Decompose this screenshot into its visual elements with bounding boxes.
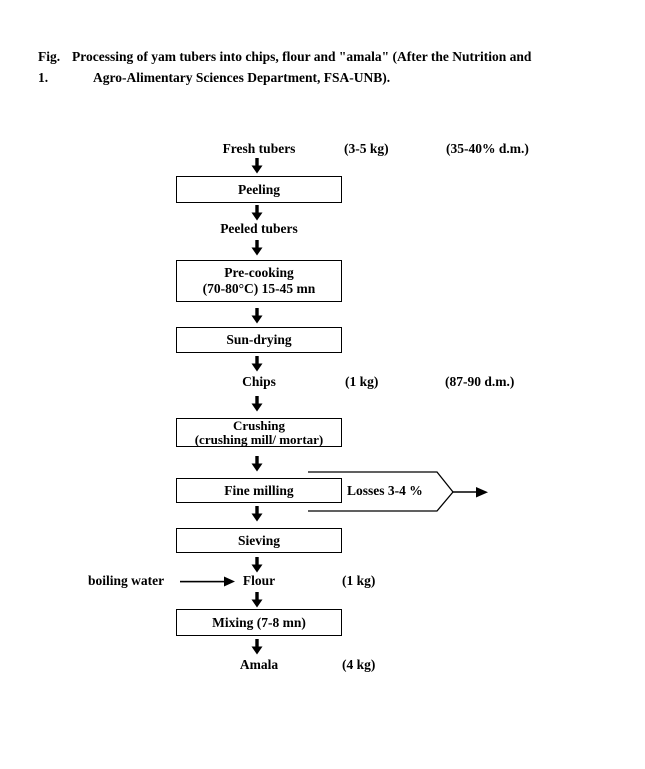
annotation-chips-dry-matter: (87-90 d.m.) (445, 374, 515, 389)
node-peeled-tubers: Peeled tubers (220, 221, 298, 236)
down-arrow-icon (250, 205, 264, 221)
down-arrow-icon (250, 592, 264, 608)
process-box-fine-milling: Fine milling (176, 478, 342, 503)
down-arrow-icon (250, 639, 264, 655)
process-box-peeling: Peeling (176, 176, 342, 203)
down-arrow-icon (250, 158, 264, 174)
process-box-pre-cooking: Pre-cooking (70-80°C) 15-45 mn (176, 260, 342, 302)
caption-label: Fig. 1. (38, 49, 61, 85)
process-box-sieving: Sieving (176, 528, 342, 553)
down-arrow-icon (250, 240, 264, 256)
process-box-crushing: Crushing (crushing mill/ mortar) (176, 418, 342, 447)
caption-text: Processing of yam tubers into chips, flour and "amala" (After the Nutrition and Agro-Alimentary Sciences Department, FSA-UNB). (72, 49, 532, 85)
losses-label: Losses 3-4 % (347, 483, 423, 498)
down-arrow-icon (250, 456, 264, 472)
down-arrow-icon (250, 356, 264, 372)
process-box-mixing: Mixing (7-8 mn) (176, 609, 342, 636)
annotation-fresh-weight: (3-5 kg) (344, 141, 389, 156)
annotation-fresh-dry-matter: (35-40% d.m.) (446, 141, 529, 156)
process-box-sun-drying: Sun-drying (176, 327, 342, 353)
node-amala: Amala (239, 657, 279, 672)
annotation-chips-weight: (1 kg) (345, 374, 379, 389)
node-chips: Chips (242, 374, 276, 389)
down-arrow-icon (250, 506, 264, 522)
node-fresh-tubers: Fresh tubers (222, 141, 296, 156)
down-arrow-icon (250, 396, 264, 412)
annotation-amala-weight: (4 kg) (342, 657, 376, 672)
annotation-flour-weight: (1 kg) (342, 573, 376, 588)
boiling-water-label: boiling water (88, 573, 165, 588)
down-arrow-icon (250, 557, 264, 573)
figure-caption (38, 46, 598, 88)
down-arrow-icon (250, 308, 264, 324)
node-flour: Flour (242, 573, 276, 588)
